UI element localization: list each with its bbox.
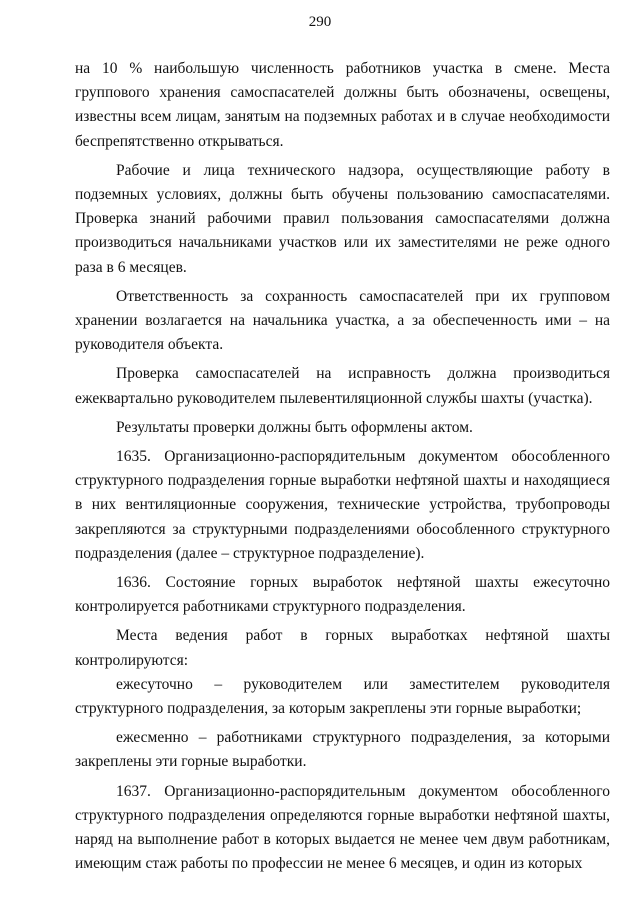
paragraph-responsibility: Ответственность за сохранность самоспасателей при их групповом хранении возлагается на начальника участка, а за обеспеченность ими – на руководителя объекта. <box>75 287 610 354</box>
paragraph-training: Рабочие и лица технического надзора, осуществляющие работу в подземных условиях, должны быть обучены пользованию самоспасателями. Проверка знаний рабочими правил пользования самоспасателями должна производиться начальниками участков или их заместителями не реже одного раза в 6 месяцев. <box>75 161 610 276</box>
paragraph-continuation: на 10 % наибольшую численность работников участка в смене. Места группового хранения самоспасателей должны быть обозначены, освещены, известны всем лицам, занятым на подземных работах и в случае необходимости беспрепятственно открываться. <box>75 60 610 150</box>
document-body <box>75 57 610 877</box>
page-number: 290 <box>308 14 332 30</box>
paragraph-results: Результаты проверки должны быть оформлены актом. <box>116 418 473 436</box>
paragraph-1636: 1636. Состояние горных выработок нефтяной шахты ежесуточно контролируется работниками структурного подразделения. <box>75 574 610 616</box>
paragraph-daily: ежесуточно – руководителем или заместителем руководителя структурного подразделения, за которым закреплены эти горные выработки; <box>75 675 610 718</box>
paragraph-inspection: Проверка самоспасателей на исправность должна производиться ежеквартально руководителем пылевентиляционной службы шахты (участка). <box>75 365 610 407</box>
paragraph-per-shift: ежесменно – работниками структурного подразделения, за которыми закреплены эти горные выработки. <box>75 729 610 771</box>
paragraph-1635: 1635. Организационно-распорядительным документом обособленного структурного подразделения горные выработки нефтяной шахты и находящиеся в них вентиляционные сооружения, технические устройства, трубопроводы закрепляются за структурными подразделениями обособленного структурного подразделения (далее – структурное подразделение). <box>75 448 610 562</box>
paragraph-work-places: Места ведения работ в горных выработках нефтяной шахты контролируются: <box>75 627 610 669</box>
paragraph-1637: 1637. Организационно-распорядительным документом обособленного структурного подразделения определяются горные выработки нефтяной шахты, наряд на выполнение работ в которых выдается не менее чем двум работникам, имеющим стаж работы по профессии не менее 6 месяцев, и один из которых <box>75 782 610 873</box>
